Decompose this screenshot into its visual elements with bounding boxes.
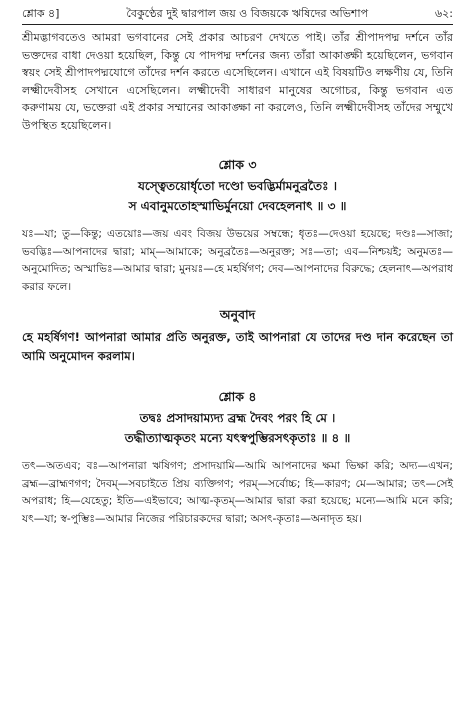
verse-3-line-1: যস্ত্বেতয়োর্ধৃতো দণ্ডো ভবদ্ভির্মামনুব্রতৈঃ । bbox=[137, 179, 338, 193]
verse-3-synonyms: যঃ—যা; তু—কিন্তু; এতয়োঃ—জয় এবং বিজয় উভয়ের সম্বন্ধে; ধৃতঃ—দেওয়া হয়েছে; দণ্ডঃ—সাজা; ভবদ্ভিঃ—আপনাদের দ্বারা; মাম্—আমাকে; অনুব্রতৈঃ—অনুরক্ত; সঃ—তা; এব—নিশ্চয়ই; অনুমতঃ—অনুমোদিত; অস্মাভিঃ—আমার দ্বারা; মুনয়ঃ—হে মহর্ষিগণ; দেব—আপনাদের বিরুদ্ধে; হেলনাৎ—অপরাধ করার ফলে। bbox=[22, 228, 453, 293]
verse-3-translation: হে মহর্ষিগণ! আপনারা আমার প্রতি অনুরক্ত, তাই আপনারা যে তাদের দণ্ড দান করেছেন তা আমি অনুমোদন করলাম। bbox=[22, 330, 453, 363]
verse-3-heading: শ্লোক ৩ bbox=[218, 157, 257, 172]
running-header bbox=[22, 6, 453, 22]
verse-4-heading: শ্লোক ৪ bbox=[218, 389, 257, 404]
verse-3-line-2: স এবানুমতোহস্মাভির্মুনয়ো দেবহেলনাৎ ॥ ৩ ॥ bbox=[128, 199, 347, 213]
page-number: ৬২: bbox=[434, 7, 453, 20]
header-verse-ref: শ্লোক ৪] bbox=[22, 7, 60, 20]
translation-heading: অনুবাদ bbox=[219, 307, 256, 322]
verse-4-line-1: তদ্বঃ প্রসাদয়াম্যদ্য ব্রহ্ম দৈবং পরং হি মে । bbox=[139, 411, 336, 425]
verse-4-synonyms: তৎ—অতএব; বঃ—আপনারা ঋষিগণ; প্রসাদয়ামি—আমি আপনাদের ক্ষমা ভিক্ষা করি; অদ্য—এখন; ব্রহ্ম—ব্রাহ্মণগণ; দৈবম্—সবচাইতে প্রিয় ব্যক্তিগণ; পরম্—সর্বোচ্চ; হি—কারণ; মে—আমার; তৎ—সেই অপরাধ; হি—যেহেতু; ইতি—এইভাবে; আত্ম-কৃতম্—আমার দ্বারা করা হয়েছে; মন্যে—আমি মনে করি; যৎ—যা; স্ব-পুম্ভিঃ—আমার নিজের পরিচারকদের দ্বারা; অসৎ-কৃতাঃ—অনাদৃত হয়। bbox=[22, 460, 453, 525]
header-rule bbox=[22, 24, 453, 25]
purport-paragraph: শ্রীমদ্ভাগবতেও আমরা ভগবানের সেই প্রকার আচরণ দেখতে পাই। তাঁর শ্রীপাদপদ্ম দর্শনে তাঁর ভক্তদের বাধা দেওয়া হয়েছিল, কিন্তু যে পাদপদ্ম দর্শনের জন্য তাঁরা আকাঙ্ক্ষী হয়েছিলেন, ভগবান স্বয়ং সেই শ্রীপাদপদ্মযোগে তাঁদের দর্শন করতে এসেছিলেন। এখানে এই বিষয়টিও লক্ষণীয় যে, তিনি লক্ষ্মীদেবীসহ সেখানে এসেছিলেন। লক্ষ্মীদেবী সাধারণ মানুষের অগোচর, কিন্তু ভগবান এত করুণাময় যে, ভক্তেরা এই প্রকার সম্মানের আকাঙ্ক্ষা না করলেও, তিনি লক্ষ্মীদেবীসহ তাঁদের সম্মুখে উপস্থিত হয়েছিলেন। bbox=[22, 31, 453, 132]
header-chapter-title: বৈকুণ্ঠের দুই দ্বারপাল জয় ও বিজয়কে ঋষিদের অভিশাপ bbox=[126, 7, 369, 20]
verse-4-line-2: তদ্ধীত্যাত্মকৃতং মন্যে যৎস্বপুম্ভিরসৎকৃতাঃ ॥ ৪ ॥ bbox=[124, 431, 351, 445]
